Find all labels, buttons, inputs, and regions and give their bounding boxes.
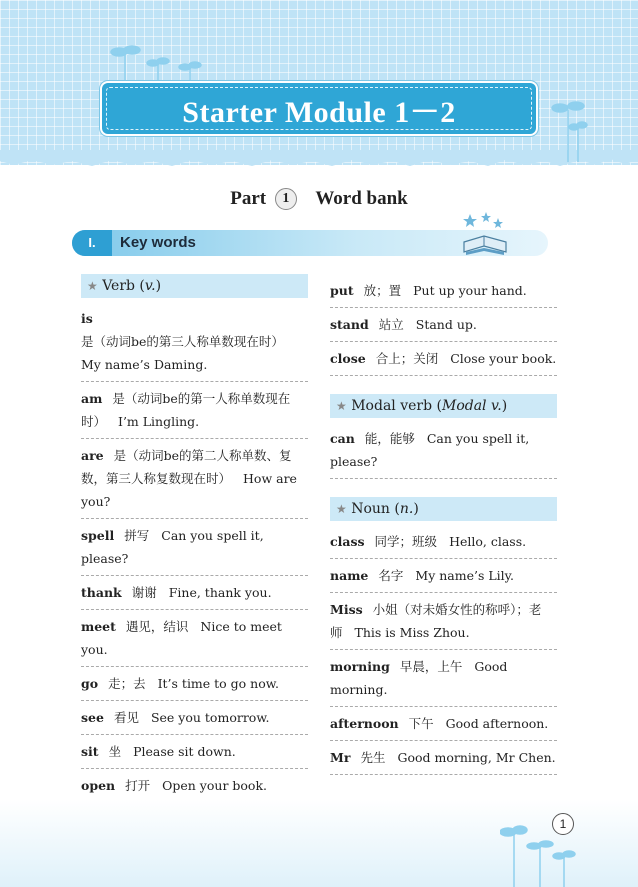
entry-example: Stand up. [415,317,477,332]
word-entry [330,342,557,376]
entry-word: name [330,568,369,583]
category-modal-verb [330,394,557,418]
category-close: ) [155,278,162,294]
category-verb [81,274,308,298]
entry-word: thank [81,585,122,600]
word-entry [330,422,557,479]
entry-meaning: 小姐（对未婚女性的称呼）；老师 [330,602,542,640]
entry-meaning: 坐 [108,744,122,759]
entry-meaning: 放；置 [363,283,402,298]
word-entry [330,308,557,342]
torn-paper-edge [0,150,638,180]
category-label: Modal verb ( [351,398,442,414]
entry-example: This is Miss Zhou. [354,625,470,640]
entry-meaning: 是（动词be的第一人称单数现在时） [81,391,291,429]
verb-entry-list-continued [330,274,557,376]
word-entry [330,650,557,707]
word-entry [81,735,308,769]
part-label: Part [230,188,267,209]
entry-meaning: 站立 [378,317,404,332]
category-label: Verb ( [102,278,145,294]
entry-example: Can you spell it, please? [330,431,530,469]
entry-example: Nice to meet you. [81,619,282,657]
word-entry [330,525,557,559]
word-entry [330,559,557,593]
word-entry [81,576,308,610]
entry-word: morning [330,659,390,674]
entry-word: open [81,778,116,793]
entry-word: can [330,431,355,446]
category-abbr: v. [144,278,156,294]
word-entry [81,769,308,803]
sprout-decoration-icon [548,98,588,162]
entry-word: go [81,676,99,691]
entry-word: meet [81,619,116,634]
word-entry [81,610,308,667]
entry-example: Open your book. [162,778,267,793]
entry-example: Close your book. [450,351,557,366]
entry-word: see [81,710,104,725]
sprout-decoration-icon [110,40,210,85]
word-entry [330,593,557,650]
spacer [330,376,557,394]
entry-word: are [81,448,104,463]
entry-word: close [330,351,366,366]
entry-meaning: 合上；关闭 [375,351,439,366]
entry-example: Can you spell it, please? [81,528,264,566]
section-title: Key words [120,234,196,251]
entry-word: is [81,311,93,326]
entry-meaning: 遇见，结识 [125,619,189,634]
entry-example: My name’s Daming. [81,357,208,372]
entry-meaning: 能，能够 [364,431,415,446]
entry-meaning: 是（动词be的第三人称单数现在时） [81,334,284,349]
entry-meaning: 是（动词be的第二人称单数、复数，第三人称复数现在时） [81,448,292,486]
entry-word: am [81,391,103,406]
entry-example: Put up your hand. [413,283,527,298]
noun-entry-list [330,525,557,775]
entry-meaning: 先生 [360,750,386,765]
entry-word: spell [81,528,115,543]
entry-word: sit [81,744,99,759]
entry-meaning: 看见 [113,710,139,725]
entry-meaning: 走；去 [108,676,146,691]
word-entry [330,741,557,775]
entry-word: put [330,283,354,298]
part-name: Word bank [315,188,408,209]
entry-word: Mr [330,750,351,765]
verb-entry-list [81,302,308,871]
entry-example: My name’s Lily. [415,568,515,583]
entry-example: Hello, class. [449,534,527,549]
entry-example: Fine, thank you. [168,585,272,600]
entry-meaning: 早晨，上午 [399,659,463,674]
star-icon: ★ [336,399,347,413]
entry-meaning: 谢谢 [131,585,157,600]
category-abbr: Modal v. [441,398,502,414]
title-banner-inner [106,87,532,130]
section-marker: I. [72,230,112,256]
word-entry [81,667,308,701]
category-label: Noun ( [351,501,400,517]
spacer [330,479,557,497]
modal-entry-list [330,422,557,479]
category-close: ) [413,501,419,517]
right-column [330,274,557,775]
category-noun [330,497,557,521]
word-entry [81,382,308,439]
entry-word: class [330,534,365,549]
entry-example: It’s time to go now. [157,676,279,691]
entry-example: Good morning. [330,659,508,697]
word-entry [330,707,557,741]
entry-meaning: 拼写 [124,528,150,543]
entry-meaning: 名字 [378,568,404,583]
star-icon: ★ [87,279,98,293]
word-entry [81,519,308,576]
entry-example: How are you? [81,471,297,509]
entry-word: stand [330,317,369,332]
left-column [81,274,308,871]
page-title: Starter Module 1－2 [182,95,456,129]
entry-meaning: 打开 [125,778,151,793]
part-number-badge: 1 [275,188,297,210]
category-close: ) [501,398,508,414]
star-icon: ★ [336,502,347,516]
part-heading [0,188,638,210]
word-entry [81,439,308,519]
page-number: 1 [552,813,574,835]
book-stars-icon [458,212,510,258]
entry-example: See you tomorrow. [150,710,270,725]
title-banner [102,83,536,134]
entry-meaning: 同学；班级 [374,534,438,549]
category-abbr: n. [399,501,414,517]
entry-word: Miss [330,602,363,617]
word-entry [81,701,308,735]
entry-word: afternoon [330,716,399,731]
word-entry [330,274,557,308]
entry-example: Good afternoon. [445,716,549,731]
word-entry [81,302,308,382]
entry-example: Good morning, Mr Chen. [397,750,556,765]
entry-meaning: 下午 [408,716,434,731]
entry-example: I’m Lingling. [118,414,200,429]
entry-example: Please sit down. [133,744,236,759]
